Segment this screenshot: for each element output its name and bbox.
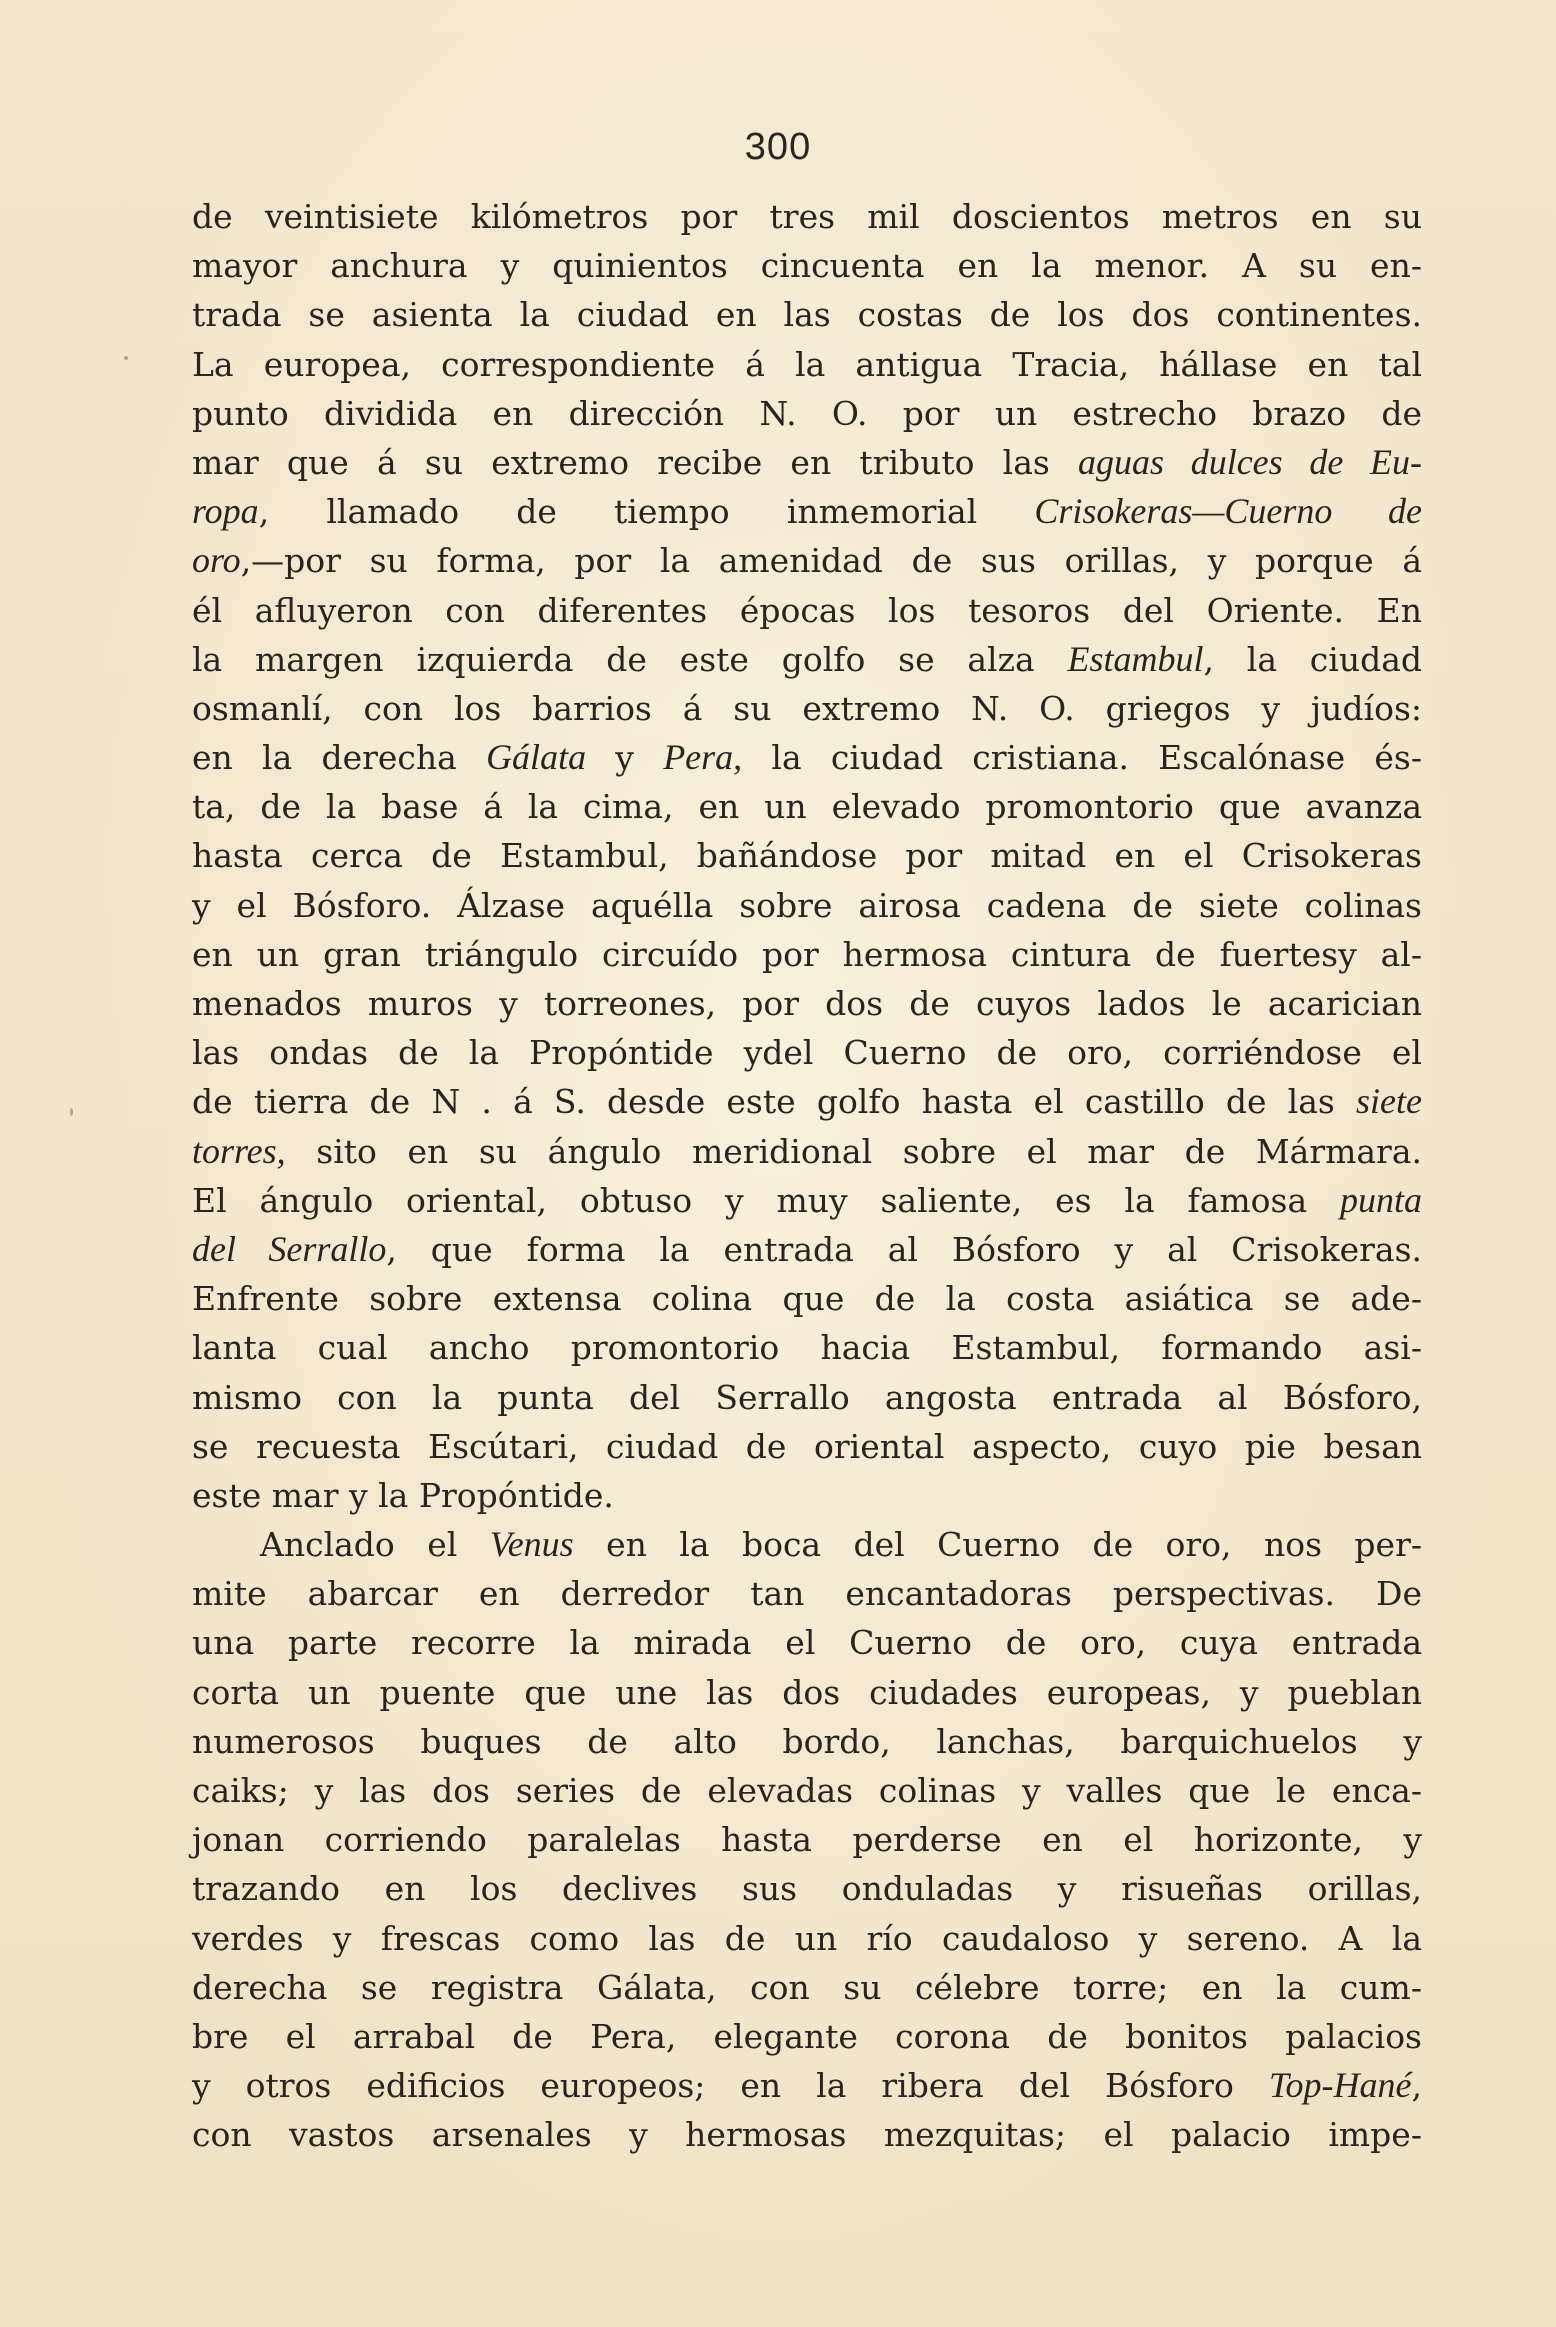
text-run: verdes y frescas como las de un río caudaloso y sereno. A la bbox=[192, 1918, 1422, 1958]
text-run: trada se asienta la ciudad en las costas de los dos continentes. bbox=[192, 295, 1422, 335]
text-run: El ángulo oriental, obtuso y muy saliente, es la famosa bbox=[192, 1180, 1340, 1220]
page-number: 300 bbox=[744, 126, 812, 168]
text-line bbox=[192, 241, 1422, 290]
text-line bbox=[192, 782, 1422, 831]
text-run: trazando en los declives sus onduladas y risueñas orillas, bbox=[192, 1869, 1422, 1909]
text-line bbox=[192, 979, 1422, 1028]
text-run: Enfrente sobre extensa colina que de la costa asiática se ade- bbox=[192, 1279, 1422, 1319]
text-run: , la ciudad bbox=[1203, 639, 1422, 679]
text-line bbox=[192, 1668, 1422, 1717]
paper-speck bbox=[124, 356, 128, 360]
text-run: y otros edificios europeos; en la ribera del Bósforo bbox=[192, 2066, 1269, 2106]
text-run: y bbox=[586, 738, 664, 778]
text-line bbox=[192, 1618, 1422, 1667]
text-run: menados muros y torreones, por dos de cuyos lados le acarician bbox=[192, 984, 1422, 1023]
text-run: osmanlí, con los barrios á su extremo N. O. griegos y judíos: bbox=[192, 688, 1422, 728]
text-run: mite abarcar en derredor tan encantadoras perspectivas. De bbox=[192, 1574, 1422, 1614]
text-run: de veintisiete kilómetros por tres mil doscientos metros en su bbox=[192, 197, 1422, 236]
text-line bbox=[192, 831, 1422, 880]
text-line bbox=[192, 1274, 1422, 1323]
italic-phrase: Pera, bbox=[663, 737, 743, 778]
italic-phrase: Top-Hané bbox=[1268, 2065, 1412, 2106]
text-line bbox=[192, 1028, 1422, 1077]
text-run: en la boca del Cuerno de oro, nos per- bbox=[573, 1525, 1422, 1565]
text-run: de tierra de N . á S. desde este golfo hasta el castillo de las bbox=[192, 1082, 1357, 1122]
text-run: con vastos arsenales y hermosas mezquitas; el palacio impe- bbox=[192, 2115, 1422, 2155]
italic-phrase: Gálata bbox=[486, 737, 587, 778]
text-run: Anclado el bbox=[260, 1525, 490, 1565]
text-line bbox=[192, 487, 1422, 536]
text-line bbox=[192, 733, 1422, 782]
text-line bbox=[192, 635, 1422, 684]
text-line bbox=[192, 1864, 1422, 1913]
text-run: una parte recorre la mirada el Cuerno de oro, cuya entrada bbox=[192, 1623, 1422, 1663]
text-line bbox=[192, 1422, 1422, 1471]
text-run: La europea, correspondiente á la antigua Tracia, hállase en tal bbox=[192, 344, 1422, 384]
text-line bbox=[192, 1373, 1422, 1422]
text-run: derecha se registra Gálata, con su célebre torre; en la cum- bbox=[192, 1967, 1422, 2007]
text-line bbox=[192, 536, 1422, 585]
italic-phrase: aguas dulces de Eu- bbox=[1078, 441, 1422, 482]
text-line bbox=[192, 290, 1422, 339]
text-line bbox=[192, 438, 1422, 487]
text-line bbox=[192, 1520, 1422, 1569]
italic-phrase: ropa bbox=[192, 491, 259, 532]
text-run: la margen izquierda de este golfo se alza bbox=[192, 639, 1068, 679]
text-line bbox=[192, 1766, 1422, 1815]
italic-phrase: oro bbox=[192, 540, 241, 581]
text-line bbox=[192, 586, 1422, 635]
text-line bbox=[192, 1914, 1422, 1963]
text-line bbox=[192, 1569, 1422, 1618]
text-run: él afluyeron con diferentes épocas los tesoros del Oriente. En bbox=[192, 590, 1422, 630]
text-run: se recuesta Escútari, ciudad de oriental aspecto, cuyo pie besan bbox=[192, 1426, 1422, 1466]
text-line bbox=[192, 930, 1422, 979]
text-run: este mar y la Propóntide. bbox=[192, 1475, 614, 1515]
text-run: la ciudad cristiana. Escalónase és- bbox=[742, 738, 1423, 778]
text-run: , que forma la entrada al Bósforo y al Crisokeras. bbox=[386, 1229, 1422, 1269]
text-run: en la derecha bbox=[192, 738, 487, 778]
text-run: las ondas de la Propóntide ydel Cuerno de oro, corriéndose el bbox=[192, 1033, 1422, 1073]
text-line bbox=[192, 2110, 1422, 2159]
italic-phrase: punta bbox=[1339, 1179, 1422, 1220]
italic-phrase: torres, bbox=[192, 1130, 286, 1171]
text-line bbox=[192, 1963, 1422, 2012]
text-run: numerosos buques de alto bordo, lanchas, barquichuelos y bbox=[192, 1721, 1422, 1761]
text-line bbox=[192, 1127, 1422, 1176]
text-line bbox=[192, 881, 1422, 930]
text-run: sito en su ángulo meridional sobre el mar de Mármara. bbox=[285, 1131, 1422, 1171]
text-run: , bbox=[1411, 2066, 1422, 2106]
body-text bbox=[192, 192, 1422, 2160]
text-run: lanta cual ancho promontorio hacia Estambul, formando asi- bbox=[192, 1328, 1422, 1368]
text-line bbox=[192, 1077, 1422, 1126]
paper-speck bbox=[70, 1108, 73, 1116]
text-run: punto dividida en dirección N. O. por un estrecho brazo de bbox=[192, 393, 1422, 433]
italic-phrase: siete bbox=[1356, 1081, 1422, 1122]
italic-phrase: Estambul bbox=[1067, 638, 1204, 679]
text-run: hasta cerca de Estambul, bañándose por mitad en el Crisokeras bbox=[192, 836, 1422, 876]
text-run: jonan corriendo paralelas hasta perderse en el horizonte, y bbox=[192, 1820, 1422, 1860]
text-run: bre el arrabal de Pera, elegante corona de bonitos palacios bbox=[192, 2016, 1422, 2056]
text-run: caiks; y las dos series de elevadas colinas y valles que le enca- bbox=[192, 1771, 1422, 1810]
text-line bbox=[192, 1323, 1422, 1372]
text-run: , llamado de tiempo inmemorial bbox=[258, 492, 1035, 532]
text-line bbox=[192, 1717, 1422, 1766]
text-line bbox=[192, 684, 1422, 733]
text-line bbox=[192, 1176, 1422, 1225]
text-line bbox=[192, 1225, 1422, 1274]
italic-phrase: Venus bbox=[489, 1524, 574, 1565]
italic-phrase: Crisokeras—Cuerno de bbox=[1034, 491, 1423, 532]
text-run: ta, de la base á la cima, en un elevado promontorio que avanza bbox=[192, 787, 1422, 827]
text-run: mismo con la punta del Serrallo angosta entrada al Bósforo, bbox=[192, 1377, 1422, 1417]
text-line bbox=[192, 340, 1422, 389]
text-line bbox=[192, 2012, 1422, 2061]
text-line bbox=[192, 389, 1422, 438]
text-run: mar que á su extremo recibe en tributo las bbox=[192, 442, 1078, 482]
text-run: y el Bósforo. Álzase aquélla sobre airosa cadena de siete colinas bbox=[192, 885, 1422, 925]
text-run: ,—por su forma, por la amenidad de sus orillas, y porque á bbox=[240, 541, 1422, 581]
text-line bbox=[192, 1815, 1422, 1864]
italic-phrase: del Serrallo bbox=[192, 1228, 387, 1269]
text-run: corta un puente que une las dos ciudades europeas, y pueblan bbox=[192, 1672, 1422, 1712]
text-run: en un gran triángulo circuído por hermosa cintura de fuertesy al- bbox=[192, 934, 1422, 974]
text-line bbox=[192, 1471, 1422, 1520]
text-line bbox=[192, 192, 1422, 241]
text-line bbox=[192, 2061, 1422, 2110]
text-run: mayor anchura y quinientos cincuenta en la menor. A su en- bbox=[192, 246, 1422, 286]
